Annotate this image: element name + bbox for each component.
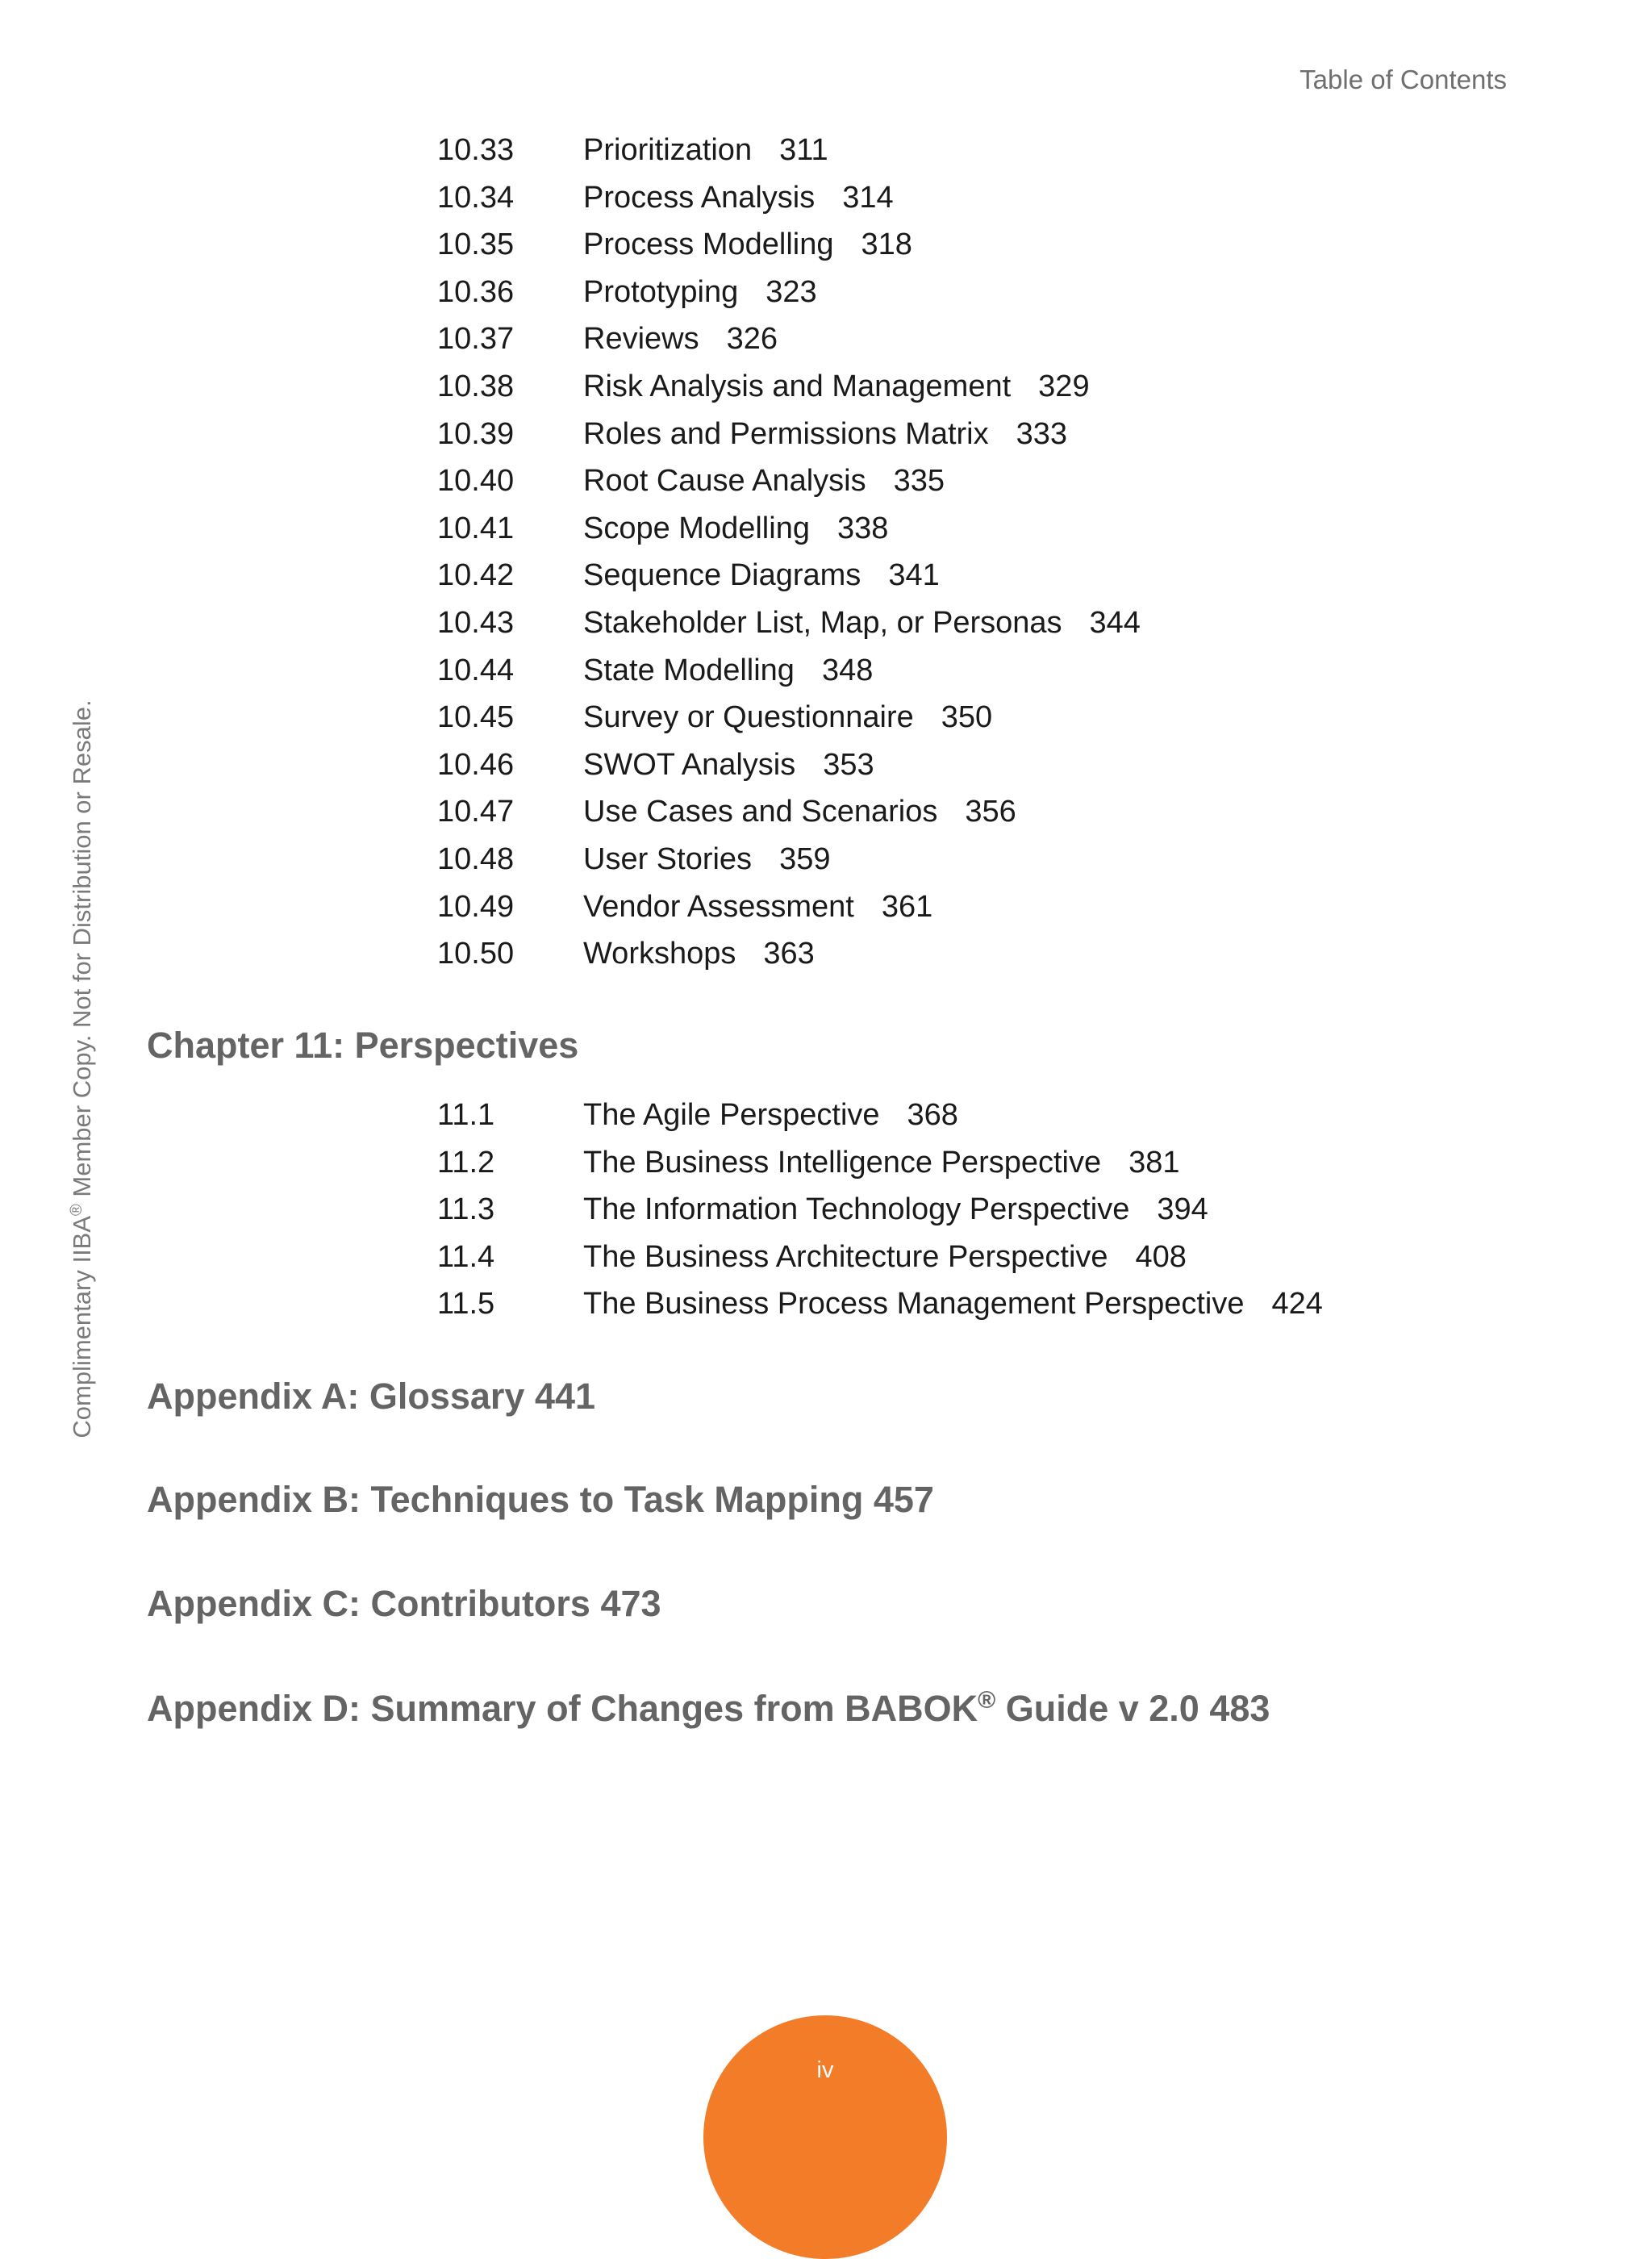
toc-entry[interactable] <box>0 883 1652 931</box>
entry-page-number: 335 <box>893 464 945 499</box>
entry-title: The Information Technology Perspective <box>583 1192 1130 1227</box>
entry-page-number: 363 <box>763 937 815 971</box>
entry-title-line <box>583 269 817 316</box>
entry-title-line <box>583 741 874 789</box>
entry-title: Survey or Questionnaire <box>583 700 914 735</box>
entry-title: Workshops <box>583 937 736 971</box>
entry-number: 10.36 <box>437 274 515 309</box>
entry-title-line <box>583 694 992 741</box>
entry-title: The Agile Perspective <box>583 1098 880 1132</box>
entry-title: Roles and Permissions Matrix <box>583 416 989 451</box>
toc-entry[interactable] <box>0 930 1652 978</box>
entry-title-line <box>583 552 940 599</box>
toc-entry[interactable] <box>0 1092 1652 1139</box>
entry-title: Vendor Assessment <box>583 889 854 924</box>
toc-entry[interactable] <box>0 552 1652 599</box>
entry-number: 10.37 <box>437 322 515 357</box>
page-number-badge <box>703 2015 947 2259</box>
entry-page-number: 348 <box>821 653 874 687</box>
entry-page-number: 394 <box>1157 1192 1208 1227</box>
entry-title-line <box>583 788 1016 836</box>
entry-page-number: 361 <box>881 889 933 924</box>
toc-entry[interactable] <box>0 788 1652 836</box>
entry-title-line <box>583 836 830 883</box>
entry-number: 11.1 <box>437 1098 495 1132</box>
entry-page-number: 318 <box>861 228 912 262</box>
entry-number: 10.44 <box>437 653 515 687</box>
toc-entry[interactable] <box>0 599 1652 647</box>
entry-number: 11.3 <box>437 1192 495 1227</box>
appendix-c-heading[interactable]: Appendix C: Contributors 473 <box>147 1583 661 1624</box>
entry-title-line <box>583 127 828 174</box>
entry-number: 10.38 <box>437 369 515 403</box>
toc-entry[interactable] <box>0 505 1652 553</box>
toc-entry[interactable] <box>0 127 1652 174</box>
toc-entry[interactable] <box>0 363 1652 411</box>
toc-entry[interactable] <box>0 221 1652 269</box>
toc-entry[interactable] <box>0 411 1652 458</box>
entry-number: 10.34 <box>437 180 515 215</box>
entry-number: 11.4 <box>437 1239 495 1274</box>
entry-title: State Modelling <box>583 653 795 687</box>
toc-entry[interactable] <box>0 269 1652 316</box>
chapter-10-entry-list <box>0 127 1652 978</box>
entry-title: Root Cause Analysis <box>583 464 866 499</box>
entry-number: 10.35 <box>437 228 515 262</box>
entry-number: 10.33 <box>437 133 515 167</box>
toc-entry[interactable] <box>0 741 1652 789</box>
entry-title-line <box>583 315 778 363</box>
toc-entry[interactable] <box>0 1234 1652 1281</box>
entry-title-line <box>583 883 932 931</box>
toc-entry[interactable] <box>0 174 1652 222</box>
entry-title-line <box>583 647 873 695</box>
appendix-a-heading[interactable]: Appendix A: Glossary 441 <box>147 1376 596 1417</box>
entry-title: Stakeholder List, Map, or Personas <box>583 605 1062 640</box>
appendix-d-heading[interactable] <box>147 1687 1270 1730</box>
entry-title: Sequence Diagrams <box>583 558 861 593</box>
entry-page-number: 350 <box>941 700 993 735</box>
entry-page-number: 408 <box>1135 1239 1187 1274</box>
entry-page-number: 424 <box>1271 1287 1323 1322</box>
page-number: iv <box>816 2057 834 2083</box>
entry-title-line <box>583 1186 1208 1234</box>
entry-title: Reviews <box>583 322 699 357</box>
chapter-11-heading[interactable]: Chapter 11: Perspectives <box>147 1025 579 1066</box>
entry-title-line <box>583 221 912 269</box>
entry-number: 10.41 <box>437 511 515 545</box>
entry-title: Scope Modelling <box>583 511 810 545</box>
entry-title: Process Modelling <box>583 228 834 262</box>
entry-title: User Stories <box>583 841 753 876</box>
entry-title: SWOT Analysis <box>583 747 796 782</box>
toc-entry[interactable] <box>0 694 1652 741</box>
entry-page-number: 333 <box>1016 416 1068 451</box>
entry-title-line <box>583 174 894 222</box>
entry-number: 11.5 <box>437 1287 495 1322</box>
entry-number: 10.46 <box>437 747 515 782</box>
entry-title-line <box>583 599 1141 647</box>
toc-entry[interactable] <box>0 647 1652 695</box>
chapter-11-entry-list <box>0 1092 1652 1328</box>
entry-title-line <box>583 1092 958 1139</box>
entry-title-line <box>583 1234 1187 1281</box>
entry-title: The Business Intelligence Perspective <box>583 1145 1102 1180</box>
entry-number: 10.48 <box>437 841 515 876</box>
entry-page-number: 338 <box>836 511 889 545</box>
entry-title-line <box>583 363 1090 411</box>
entry-title: The Business Process Management Perspective <box>583 1287 1245 1322</box>
entry-title: The Business Architecture Perspective <box>583 1239 1108 1274</box>
entry-number: 10.45 <box>437 700 515 735</box>
entry-page-number: 353 <box>823 747 874 782</box>
notice-text-before: Complimentary IIBA <box>68 1215 97 1438</box>
notice-text-after: Member Copy. Not for Distribution or Resale. <box>68 699 97 1205</box>
entry-title-line <box>583 1139 1180 1187</box>
entry-title: Risk Analysis and Management <box>583 369 1012 403</box>
registered-mark: ® <box>67 1204 86 1216</box>
toc-entry[interactable] <box>0 1186 1652 1234</box>
entry-page-number: 356 <box>965 795 1016 829</box>
entry-number: 10.50 <box>437 937 515 971</box>
entry-page-number: 341 <box>888 558 940 593</box>
entry-number: 10.47 <box>437 795 515 829</box>
appendix-d-text-after: Guide v 2.0 483 <box>995 1688 1270 1729</box>
entry-title-line <box>583 505 888 553</box>
entry-title-line <box>583 457 945 505</box>
registered-mark: ® <box>978 1687 996 1714</box>
entry-title-line <box>583 930 815 978</box>
entry-page-number: 344 <box>1089 605 1141 640</box>
entry-title-line <box>583 1280 1323 1328</box>
entry-page-number: 311 <box>779 133 828 167</box>
appendix-d-text-before: Appendix D: Summary of Changes from BABOK <box>147 1688 978 1729</box>
toc-entry[interactable] <box>0 1280 1652 1328</box>
entry-title: Prioritization <box>583 133 753 167</box>
entry-number: 10.49 <box>437 889 515 924</box>
entry-page-number: 329 <box>1038 369 1090 403</box>
entry-number: 10.43 <box>437 605 515 640</box>
entry-page-number: 326 <box>726 322 778 357</box>
entry-page-number: 381 <box>1128 1145 1180 1180</box>
toc-entry[interactable] <box>0 315 1652 363</box>
entry-page-number: 368 <box>907 1098 958 1132</box>
running-header: Table of Contents <box>1299 65 1507 94</box>
toc-entry[interactable] <box>0 457 1652 505</box>
entry-page-number: 314 <box>842 180 894 215</box>
toc-entry[interactable] <box>0 836 1652 883</box>
entry-title: Process Analysis <box>583 180 816 215</box>
entry-number: 10.42 <box>437 558 515 593</box>
entry-number: 10.39 <box>437 416 515 451</box>
entry-page-number: 359 <box>779 841 831 876</box>
entry-title-line <box>583 411 1067 458</box>
appendix-b-heading[interactable]: Appendix B: Techniques to Task Mapping 457 <box>147 1479 934 1520</box>
entry-page-number: 323 <box>766 274 817 309</box>
entry-title: Prototyping <box>583 274 739 309</box>
toc-entry[interactable] <box>0 1139 1652 1187</box>
entry-number: 10.40 <box>437 464 515 499</box>
entry-number: 11.2 <box>437 1145 495 1180</box>
entry-title: Use Cases and Scenarios <box>583 795 938 829</box>
